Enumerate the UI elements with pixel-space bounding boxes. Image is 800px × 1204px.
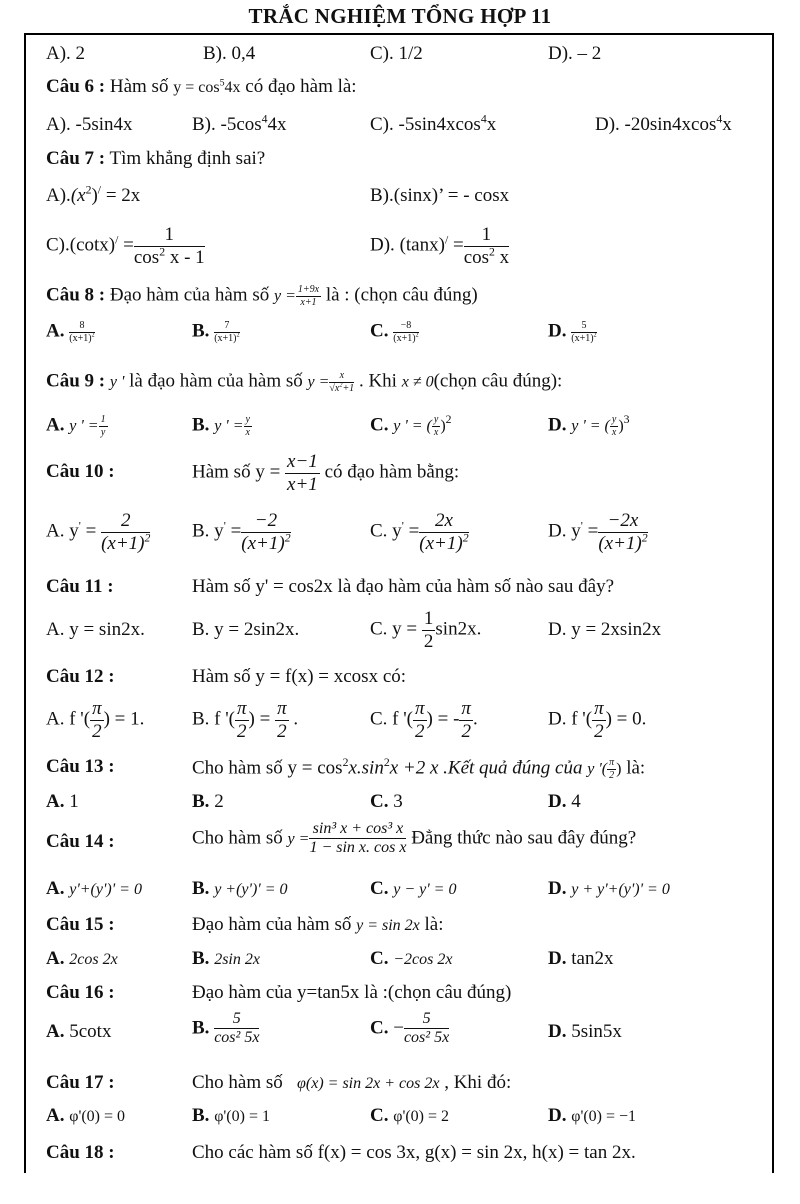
option-b: B. y' = $\frac{-2}{(x+1)^2}$ (192, 510, 291, 554)
question-label: Câu 18 : (46, 1142, 115, 1163)
question-stem: Hàm số y = $\frac{x-1}{x+1}$ có đạo hàm bằng: (192, 451, 460, 495)
question-stem: Cho hàm số φ(x) = sin 2x + cos 2x , Khi đó: (192, 1072, 512, 1093)
option-a: A. f '( $\frac{\pi}{2}$ ) = 1. (46, 698, 145, 742)
question-stem: Tìm khẳng định sai? (109, 148, 266, 169)
question-stem: Hàm số (109, 76, 169, 97)
option-c: C. φ'(0) = 2 (370, 1105, 450, 1126)
option-c: C. y = $\frac{1}{2}$ sin2x. (370, 608, 482, 652)
question-stem: Cho hàm số y = $\frac{\text{sin³ x + cos³ x}}{\text{1 − sin x. cos x}}$ Đẳng thức nào sau đây đúng? (192, 820, 637, 857)
option-c: C. −2cos 2x (370, 948, 453, 969)
option-a: A. y ' = $\frac{1}{y}$ (46, 414, 106, 438)
question-stem: Đạo hàm của hàm số (109, 284, 270, 306)
option-b: B. y = 2sin2x. (192, 619, 300, 640)
option-a: A. 5cotx (46, 1021, 112, 1042)
option-b: B. 2sin 2x (192, 948, 260, 969)
option-b: B. $\frac{5}{\text{cos² 5x}}$ (192, 1010, 260, 1047)
option-a: A). -5sin4x (46, 114, 133, 135)
option-a: A). 2 (46, 43, 86, 64)
option-d: D). -20sin4xcos$^4$x (595, 112, 732, 135)
option-d: D. f '( $\frac{\pi}{2}$ ) = 0. (548, 698, 647, 742)
question-stem: Hàm số y = f(x) = xcosx có: (192, 666, 407, 687)
question-stem: Đạo hàm của y=tan5x là :(chọn câu đúng) (192, 982, 512, 1003)
option-d: D. y + y'+(y')' = 0 (548, 878, 670, 899)
option-c: C). 1/2 (370, 43, 423, 64)
option-a: A. φ'(0) = 0 (46, 1105, 126, 1126)
question-label: Câu 13 : (46, 756, 115, 777)
option-b: B. y +(y')' = 0 (192, 878, 288, 899)
option-c: C. y' = $\frac{2x}{(x+1)^2}$ (370, 510, 469, 554)
option-c: C. − $\frac{5}{\text{cos² 5x}}$ (370, 1010, 450, 1047)
question-label: Câu 9 : (46, 370, 106, 392)
option-a: A. y' = $\frac{2}{(x+1)^2}$ (46, 510, 151, 554)
question-stem: Hàm số y' = cos2x là đạo hàm của hàm số nào sau đây? (192, 576, 614, 597)
option-d: D. $\frac{5}{(x+1)^2}$ (548, 320, 597, 344)
option-b: B. $\frac{7}{(x+1)^2}$ (192, 320, 240, 344)
question-stem: Đạo hàm của hàm số y = sin 2x là: (192, 914, 444, 935)
option-d: D. y ' = ( $\frac{y}{x}$ )$^3$ (548, 413, 630, 438)
option-b: B). $-5\cos^44x$ (192, 112, 287, 135)
function-expression: $y = \cos^54x$ (173, 77, 241, 96)
option-a: $A).(x^2)^/ = 2x$ (46, 183, 141, 206)
option-d: D). – 2 (548, 43, 602, 64)
question-stem-end: là : (chọn câu đúng) (325, 284, 478, 306)
page-title: TRẮC NGHIỆM TỔNG HỢP 11 (248, 4, 552, 28)
question-label: Câu 6 : (46, 76, 106, 97)
option-a: A. $\frac{8}{(x+1)^2}$ (46, 320, 95, 344)
question-label: Câu 8 : (46, 284, 106, 306)
option-c: C. $\frac{-8}{(x+1)^2}$ (370, 320, 419, 344)
option-b: B. 2 (192, 791, 224, 812)
question-stem: Cho các hàm số f(x) = cos 3x, g(x) = sin 2x, h(x) = tan 2x. (192, 1142, 636, 1163)
function-fraction: $\frac{x}{√x^2+1}$ (329, 370, 355, 394)
question-label: Câu 14 : (46, 831, 115, 852)
question-label: Câu 16 : (46, 982, 115, 1003)
question-label: Câu 12 : (46, 666, 115, 687)
option-d: D. 5sin5x (548, 1021, 622, 1042)
option-d: D. φ'(0) = −1 (548, 1105, 637, 1126)
option-d: D. tan2x (548, 948, 614, 969)
option-b: B. y ' = $\frac{y}{x}$ (192, 414, 250, 438)
question-label: Câu 17 : (46, 1072, 115, 1093)
option-b: B. f '( $\frac{\pi}{2}$ ) = $\frac{\pi}{2}$ . (192, 698, 299, 742)
option-a: A. 2cos 2x (46, 948, 118, 969)
option-a: A. y'+(y')' = 0 (46, 878, 142, 899)
option-c: C. 3 (370, 791, 403, 812)
question-label: Câu 7 : (46, 148, 106, 169)
option-b: B. φ'(0) = 1 (192, 1105, 270, 1126)
question-stem: là đạo hàm của hàm số (129, 370, 303, 392)
question-label: Câu 11 : (46, 576, 114, 597)
option-b: B).(sinx)’ = - cosx (370, 185, 510, 206)
option-c: C. y − y' = 0 (370, 878, 457, 899)
function-fraction: $\frac{1+9x}{x+1}$ (297, 284, 320, 308)
option-d: D. y = 2xsin2x (548, 619, 662, 640)
question-stem-end: (chọn câu đúng): (433, 370, 563, 392)
option-d: D. 4 (548, 791, 581, 812)
option-d: D). (tanx)/ = $\frac{1}{\cos^2 x}$ (370, 224, 510, 268)
question-label: Câu 10 : (46, 461, 115, 482)
question-stem: Cho hàm số $y = \cos^2x.\sin^2x +2$ x .Kết quả đúng của y '( $\frac{\pi}{2}$ ) là: (192, 756, 646, 781)
option-c: C).(cotx)/ = $\frac{1}{\cos^2 x - 1}$ (46, 224, 205, 268)
option-c: C. y ' = ( $\frac{y}{x}$ )$^2$ (370, 413, 452, 438)
option-b: B). 0,4 (203, 43, 256, 64)
option-a: A. y = sin2x. (46, 619, 145, 640)
option-a: A. 1 (46, 791, 79, 812)
option-c: C). -5sin4xcos$^4$x (370, 112, 497, 135)
option-d: D. y' = $\frac{-2x}{(x+1)^2}$ (548, 510, 648, 554)
option-c: C. f '( $\frac{\pi}{2}$ ) = - $\frac{\pi}{2}$ . (370, 698, 478, 742)
question-stem-end: có đạo hàm là: (245, 76, 357, 97)
question-label: Câu 15 : (46, 914, 115, 935)
